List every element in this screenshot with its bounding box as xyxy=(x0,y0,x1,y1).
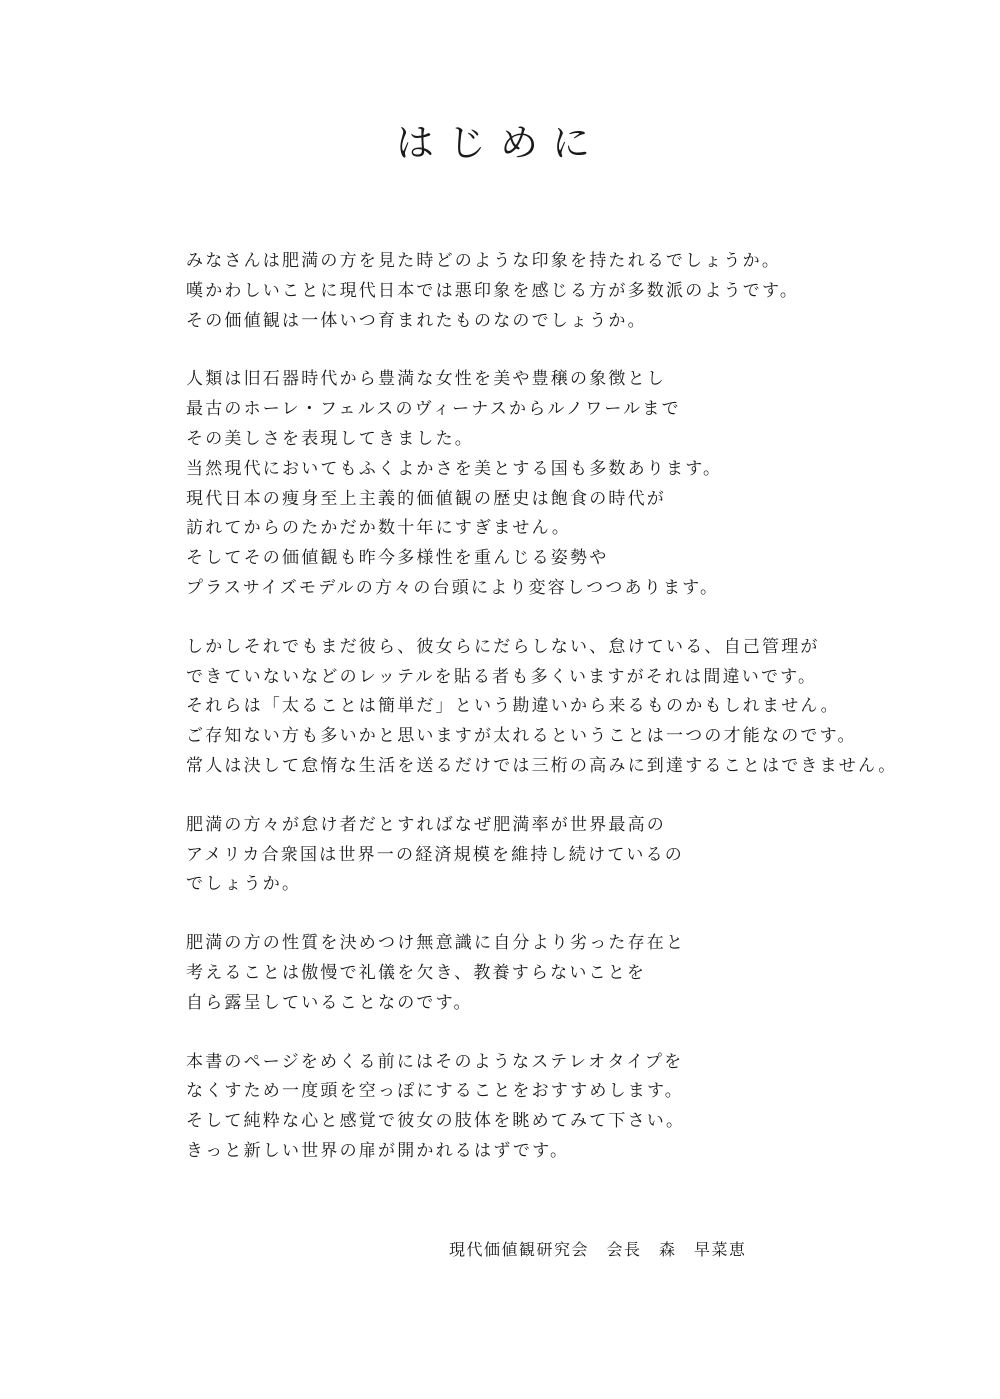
text-line: その価値観は一体いつ育まれたものなのでしょうか。 xyxy=(186,310,647,331)
text-line: 常人は決して怠惰な生活を送るだけでは三桁の高みに到達することはできません。 xyxy=(186,755,898,776)
paragraph-5 xyxy=(186,929,966,1018)
author-signature: 現代価値観研究会 会長 森 早菜恵 xyxy=(449,1240,747,1259)
text-line: プラスサイズモデルの方々の台頭により変容しつつあります。 xyxy=(186,577,720,598)
text-line: そしてその価値観も昨今多様性を重んじる姿勢や xyxy=(186,548,609,569)
text-line: 肥満の方の性質を決めつけ無意識に自分より劣った存在と xyxy=(186,933,686,954)
paragraph-6 xyxy=(186,1048,966,1167)
paragraph-4 xyxy=(186,811,966,900)
text-line: 肥満の方々が怠け者だとすればなぜ肥満率が世界最高の xyxy=(186,814,666,835)
text-line: 嘆かわしいことに現代日本では悪印象を感じる方が多数派のようです。 xyxy=(186,280,800,301)
page-title: はじめに xyxy=(395,121,604,165)
paragraph-1 xyxy=(186,247,966,336)
text-line: 当然現代においてもふくよかさを美とする国も多数あります。 xyxy=(186,458,723,479)
text-line: ご存知ない方も多いかと思いますが太れるということは一つの才能なのです。 xyxy=(186,726,857,747)
text-line: アメリカ合衆国は世界一の経済規模を維持し続けているの xyxy=(186,844,685,865)
text-line: 訪れてからのたかだか数十年にすぎません。 xyxy=(186,518,572,539)
text-line: でしょうか。 xyxy=(186,874,302,895)
text-line: みなさんは肥満の方を見た時どのような印象を持たれるでしょうか。 xyxy=(186,251,782,271)
text-line: なくすため一度頭を空っぽにすることをおすすめします。 xyxy=(186,1081,685,1102)
text-line: 最古のホーレ・フェルスのヴィーナスからルノワールまで xyxy=(186,399,681,420)
text-line: 現代日本の痩身至上主義的価値観の歴史は飽食の時代が xyxy=(186,488,666,509)
body-text xyxy=(186,247,966,1196)
paragraph-3 xyxy=(186,633,966,782)
paragraph-2 xyxy=(186,365,966,603)
text-line: それらは「太ることは簡単だ」という勘違いから来るものかもしれません。 xyxy=(186,696,840,717)
text-line: 人類は旧石器時代から豊満な女性を美や豊穣の象徴とし xyxy=(186,369,666,390)
text-line: その美しさを表現してきました。 xyxy=(186,428,474,449)
text-line: できていないなどのレッテルを貼る者も多くいますがそれは間違いです。 xyxy=(186,666,818,687)
text-line: そして純粋な心と感覚で彼女の肢体を眺めてみて下さい。 xyxy=(186,1111,686,1132)
text-line: 自ら露呈していることなのです。 xyxy=(186,992,473,1013)
text-line: きっと新しい世界の扉が開かれるはずです。 xyxy=(186,1140,570,1161)
text-line: 本書のページをめくる前にはそのようなステレオタイプを xyxy=(186,1051,684,1072)
text-line: 考えることは傲慢で礼儀を欠き、教養すらないことを xyxy=(186,962,647,983)
text-line: しかしそれでもまだ彼ら、彼女らにだらしない、怠けている、自己管理が xyxy=(186,636,820,657)
